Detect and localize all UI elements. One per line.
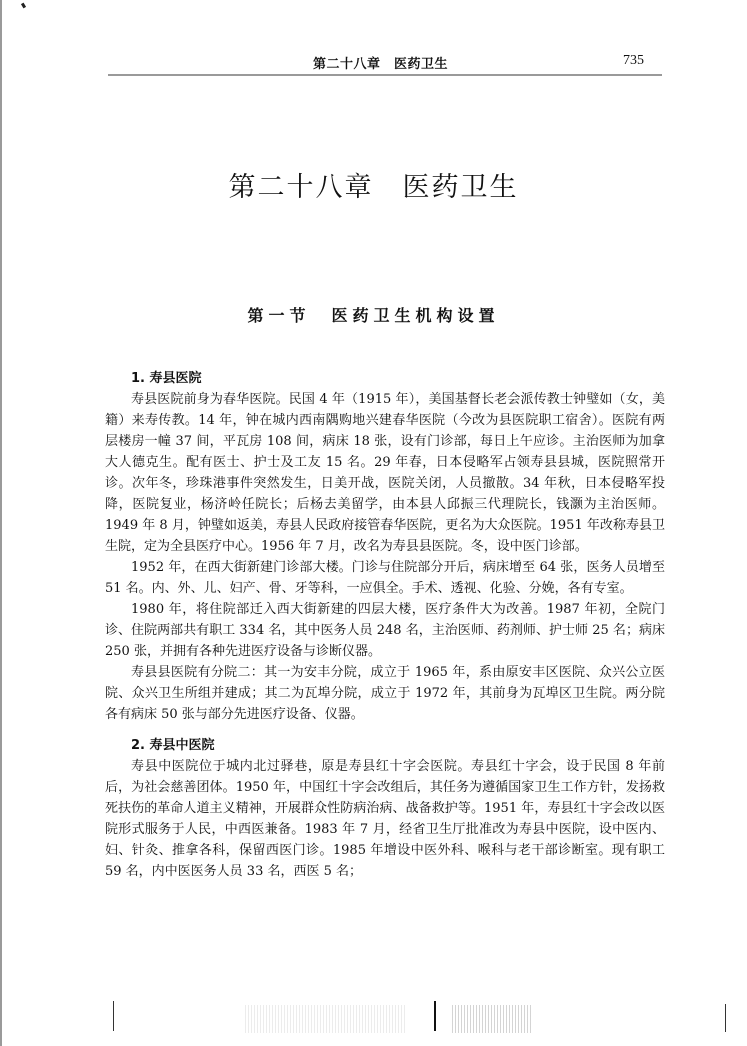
paragraph: 1952 年，在西大街新建门诊部大楼。门诊与住院部分开后，病床增至 64 张，医务人员增至 51 名。内、外、儿、妇产、骨、牙等科，一应俱全。手术、透视、化验、分娩，各有专室。 bbox=[105, 560, 665, 596]
scan-mark bbox=[434, 1001, 436, 1031]
scan-mark bbox=[113, 1001, 114, 1031]
paragraph: 寿县县医院有分院二：其一为安丰分院，成立于 1965 年，系由原安丰区医院、众兴公立医院、众兴卫生所组并建成；其二为瓦埠分院，成立于 1972 年，其前身为瓦埠区卫生院。两分院各有病床 50 张与部分先进医疗设备、仪器。 bbox=[105, 665, 665, 722]
paragraph: 1980 年，将住院部迁入西大街新建的四层大楼，医疗条件大为改善。1987 年初，全院门诊、住院两部共有职工 334 名，其中医务人员 248 名，主治医师、药剂师、护士师 25 名；病床 250 张，并拥有各种先进医疗设备与诊断仪器。 bbox=[105, 602, 665, 659]
subsection-heading: 1. 寿县医院 bbox=[131, 371, 202, 386]
scan-noise bbox=[452, 1005, 532, 1033]
section-title: 第一节 医药卫生机构设置 bbox=[247, 306, 500, 325]
body-text bbox=[105, 368, 665, 882]
scan-mark bbox=[725, 1004, 726, 1032]
running-header bbox=[108, 50, 662, 76]
scan-left-edge bbox=[0, 0, 2, 1046]
page-number: 735 bbox=[623, 53, 644, 68]
paragraph: 寿县中医院位于城内北过驿巷，原是寿县红十字会医院。寿县红十字会，设于民国 8 年前后，为社会慈善团体。1950 年，中国红十字会改组后，其任务为遵循国家卫生工作方针，发扬救死扶伤的革命人道主义精神，开展群众性防病治病、战备救护等。1951 年，寿县红十字会改以医院形式服务于人民，中西医兼备。1983 年 7 月，经省卫生厅批准改为寿县中医院，设中医内、妇、针灸、推拿各科，保留西医门诊。1985 年增设中医外科、喉科与老干部诊断室。现有职工 59 名，内中医医务人员 33 名，西医 5 名； bbox=[105, 759, 665, 879]
scan-noise bbox=[245, 1005, 405, 1033]
running-header-title: 第二十八章 医药卫生 bbox=[313, 57, 449, 72]
paragraph: 寿县医院前身为春华医院。民国 4 年（1915 年），美国基督长老会派传教士钟璧如（女，美籍）来寿传教。14 年，钟在城内西南隅购地兴建春华医院（今改为县医院职工宿舍）。医院有两层楼房一幢 37 间，平瓦房 108 间，病床 18 张，设有门诊部，每日上午应诊。主治医师为加拿大人德克生。配有医士、护士及工友 15 名。29 年春，日本侵略军占领寿县县城，医院照常开诊。次年冬，珍珠港事件突然发生，日美开战，医院关闭，人员撤散。34 年秋，日本侵略军投降，医院复业，杨济岭任院长；后杨去美留学，由本县人邱振三代理院长，钱灏为主治医师。1949 年 8 月，钟璧如返美，寿县人民政府接管春华医院，更名为大众医院。1951 年改称寿县卫生院，定为全县医疗中心。1956 年 7 月，改名为寿县县医院。冬，设中医门诊部。 bbox=[105, 392, 665, 554]
section-gap bbox=[105, 725, 665, 735]
subsection-heading: 2. 寿县中医院 bbox=[131, 738, 215, 753]
chapter-title: 第二十八章 医药卫生 bbox=[228, 172, 519, 202]
scan-speck bbox=[21, 3, 26, 9]
